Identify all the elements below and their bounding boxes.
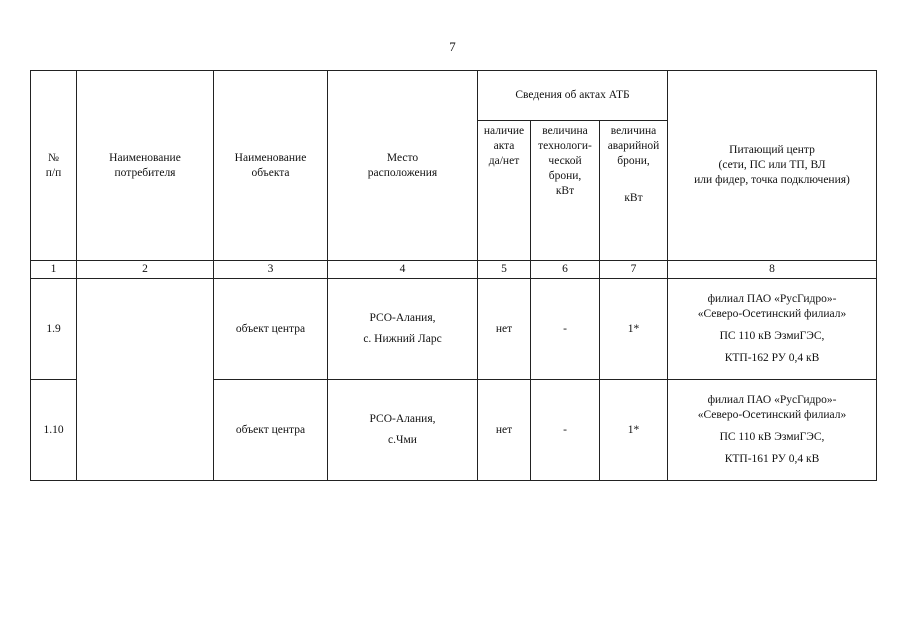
- header-object-line-1: Наименование: [234, 151, 307, 164]
- header-num: [31, 71, 77, 261]
- row-supply-line-4: КТП-161 РУ 0,4 кВ: [724, 453, 820, 465]
- row-supply-line-3: ПС 110 кВ ЭзмиГЭС,: [719, 330, 825, 342]
- row-location-line-2: с. Нижний Ларс: [363, 333, 442, 345]
- header-emerg-line-1: величина: [610, 125, 657, 137]
- column-number: 5: [478, 261, 531, 279]
- header-object: [214, 71, 328, 261]
- column-number: 3: [214, 261, 328, 279]
- column-number: 6: [531, 261, 600, 279]
- header-supply-line-2: (сети, ПС или ТП, ВЛ: [718, 159, 826, 171]
- row-num: 1.10: [31, 380, 77, 481]
- header-emerg-line-4: кВт: [624, 192, 643, 204]
- row-emerg: 1*: [600, 380, 668, 481]
- header-tech-line-2: технологи-: [538, 140, 592, 152]
- header-emerg-line-3: брони,: [617, 155, 650, 167]
- row-location: [328, 279, 478, 380]
- header-object-line-2: объекта: [251, 166, 290, 179]
- header-emerg-line-2: аварийной: [607, 140, 660, 152]
- column-number: 2: [77, 261, 214, 279]
- header-atb-group: Сведения об актах АТБ: [478, 71, 668, 121]
- header-tech-line-3: ческой: [548, 155, 582, 167]
- header-atb-tech: [531, 121, 600, 261]
- header-consumer-line-1: Наименование: [109, 151, 181, 164]
- column-number: 1: [31, 261, 77, 279]
- header-presence-line-3: да/нет: [488, 155, 520, 167]
- row-location: [328, 380, 478, 481]
- header-supply-line-3: или фидер, точка подключения): [694, 174, 850, 186]
- header-num-line-2: п/п: [45, 166, 62, 179]
- row-supply-line-2: «Северо-Осетинский филиал»: [697, 308, 847, 320]
- row-presence: нет: [478, 279, 531, 380]
- row-tech: -: [531, 380, 600, 481]
- row-location-line-1: РСО-Алания,: [369, 312, 436, 324]
- row-tech: -: [531, 279, 600, 380]
- column-number: 4: [328, 261, 478, 279]
- row-num: 1.9: [31, 279, 77, 380]
- header-consumer-line-2: потребителя: [114, 166, 176, 179]
- column-number: 8: [668, 261, 877, 279]
- row-supply-line-1: филиал ПАО «РусГидро»-: [707, 293, 837, 305]
- header-row-top: [31, 71, 877, 121]
- header-num-line-1: №: [48, 151, 59, 164]
- row-location-line-2: с.Чми: [388, 434, 417, 446]
- header-presence-line-2: акта: [493, 140, 515, 152]
- header-location-line-1: Место: [386, 151, 419, 164]
- header-consumer: [77, 71, 214, 261]
- column-number: 7: [600, 261, 668, 279]
- row-object: объект центра: [214, 279, 328, 380]
- header-atb-presence: [478, 121, 531, 261]
- row-emerg: 1*: [600, 279, 668, 380]
- row-presence: нет: [478, 380, 531, 481]
- table-row: [31, 279, 877, 380]
- header-tech-line-1: величина: [542, 125, 588, 137]
- row-location-line-1: РСО-Алания,: [369, 413, 436, 425]
- row-supply-line-2: «Северо-Осетинский филиал»: [697, 409, 847, 421]
- page-number: 7: [449, 39, 456, 54]
- atb-table: [30, 70, 877, 481]
- column-number-row: [31, 261, 877, 279]
- header-location-line-2: расположения: [367, 166, 438, 179]
- header-tech-line-4: брони,: [548, 170, 582, 182]
- row-supply-line-4: КТП-162 РУ 0,4 кВ: [724, 352, 820, 364]
- header-presence-line-1: наличие: [483, 125, 525, 137]
- header-supply-line-1: Питающий центр: [729, 144, 815, 156]
- row-supply-line-3: ПС 110 кВ ЭзмиГЭС,: [719, 431, 825, 443]
- header-atb-emerg: [600, 121, 668, 261]
- header-supply: [668, 71, 877, 261]
- row-supply-line-1: филиал ПАО «РусГидро»-: [707, 394, 837, 406]
- header-tech-line-5: кВт: [555, 185, 575, 197]
- row-supply: [668, 380, 877, 481]
- row-supply: [668, 279, 877, 380]
- row-object: объект центра: [214, 380, 328, 481]
- header-location: [328, 71, 478, 261]
- row-consumer: [77, 279, 214, 481]
